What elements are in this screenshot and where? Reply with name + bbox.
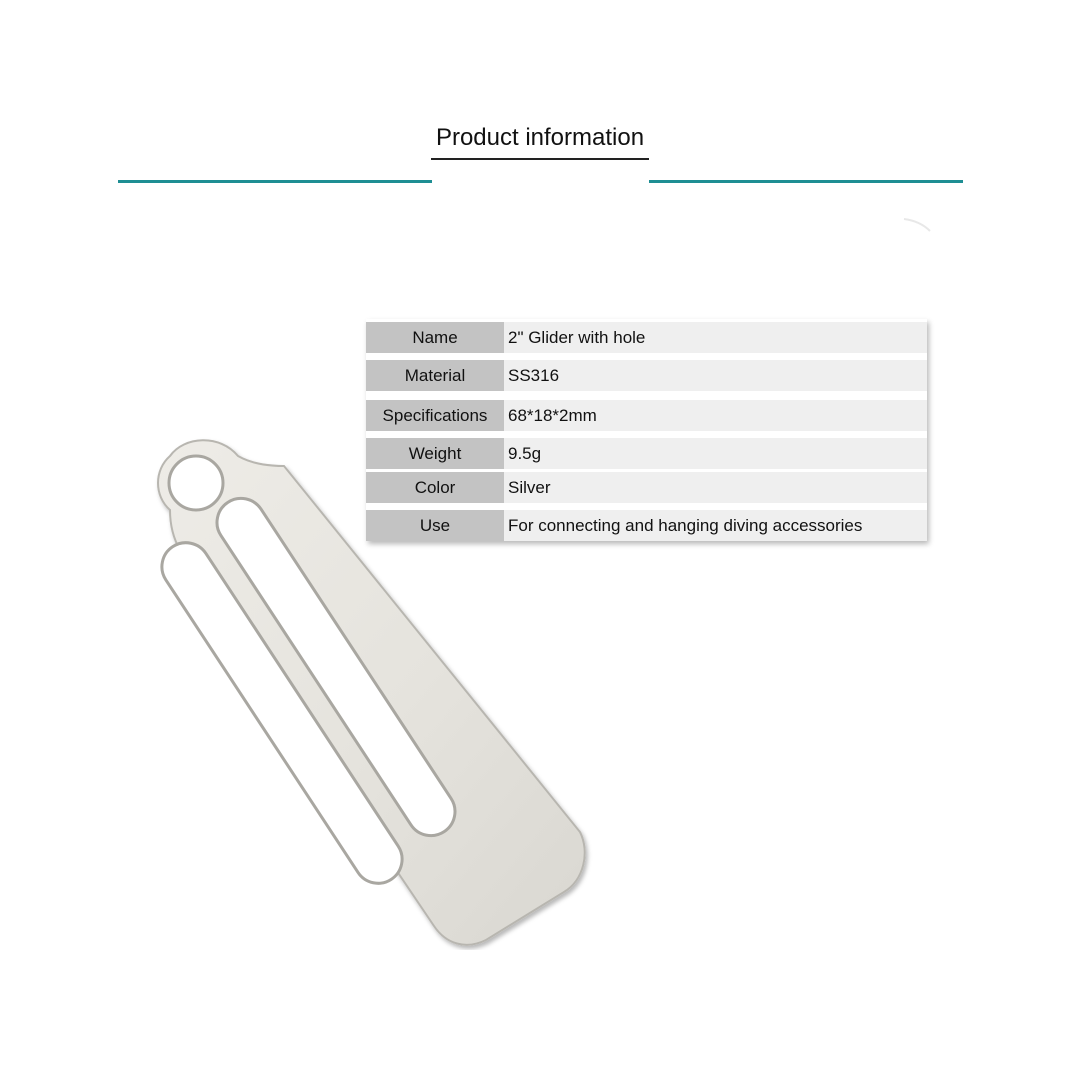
spec-key: Specifications — [366, 400, 504, 431]
accent-divider-right — [649, 180, 963, 183]
spec-value: 2" Glider with hole — [504, 322, 927, 353]
spec-value: 68*18*2mm — [504, 400, 927, 431]
spec-key: Use — [366, 510, 504, 541]
spec-row-name — [366, 322, 927, 353]
hanging-hole — [169, 456, 223, 510]
spec-value: SS316 — [504, 360, 927, 391]
spec-key: Color — [366, 472, 504, 503]
decorative-corner-arc — [900, 215, 940, 235]
spec-key: Name — [366, 322, 504, 353]
accent-divider-left — [118, 180, 432, 183]
spec-row-specifications — [366, 400, 927, 431]
spec-value: 9.5g — [504, 438, 927, 469]
spec-key: Material — [366, 360, 504, 391]
spec-row-material — [366, 360, 927, 391]
spec-value: Silver — [504, 472, 927, 503]
page-title: Product information — [431, 124, 649, 160]
spec-value: For connecting and hanging diving accessories — [504, 510, 927, 541]
stainless-glider-with-hole-image — [140, 430, 600, 950]
spec-key: Weight — [366, 438, 504, 469]
